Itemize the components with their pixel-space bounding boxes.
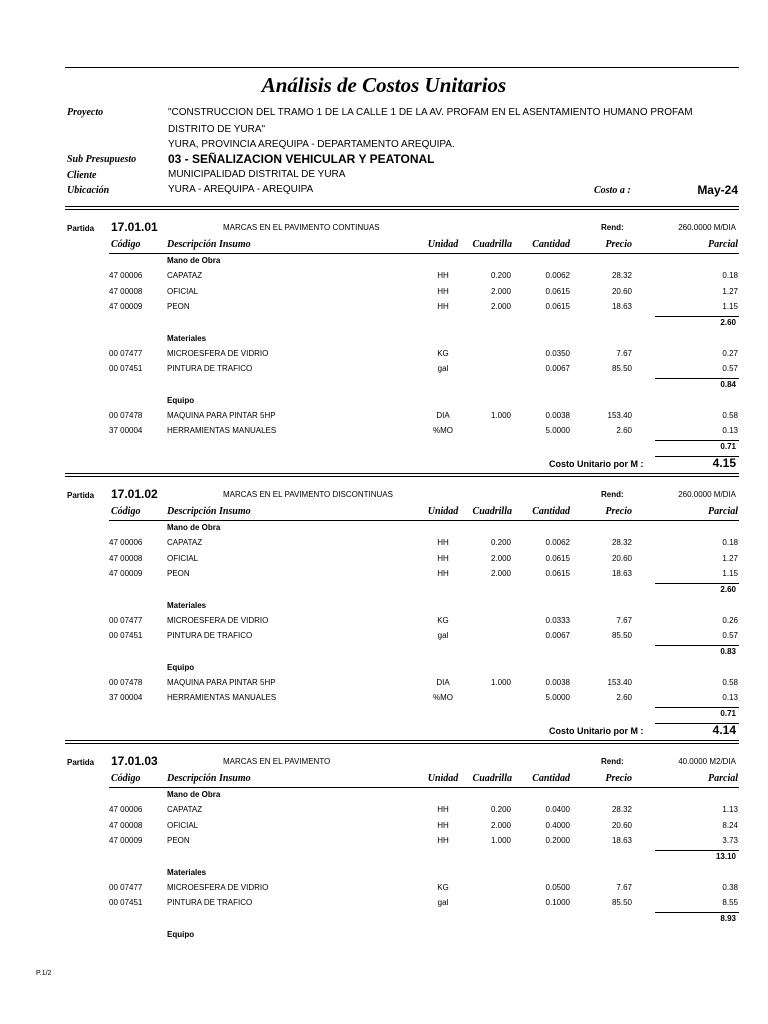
proyecto-line-2: DISTRITO DE YURA"	[168, 124, 266, 135]
row-parcial: 0.13	[722, 426, 738, 435]
group-title: Materiales	[167, 600, 207, 610]
group-subtotal: 2.60	[720, 317, 736, 327]
col-descripcion: Descripción Insumo	[167, 506, 251, 517]
row-unidad: HH	[437, 302, 449, 311]
col-cuadrilla: Cuadrilla	[472, 773, 512, 784]
row-parcial: 0.18	[722, 538, 738, 547]
group-subtotal: 0.71	[720, 708, 736, 718]
group-subtotal: 0.71	[720, 441, 736, 451]
row-unidad: %MO	[433, 426, 453, 435]
row-description: CAPATAZ	[167, 538, 203, 547]
col-parcial: Parcial	[708, 773, 738, 784]
row-precio: 20.60	[611, 553, 632, 563]
row-parcial: 1.13	[722, 805, 738, 814]
row-precio: 7.67	[616, 615, 632, 625]
col-precio: Precio	[605, 239, 632, 250]
rend-label: Rend:	[601, 490, 624, 499]
row-cantidad: 0.4000	[545, 820, 570, 830]
row-precio: 20.60	[611, 820, 632, 830]
costo-unitario-label: Costo Unitario por M :	[549, 725, 644, 736]
group-title: Equipo	[167, 662, 195, 672]
row-description: OFICIAL	[167, 820, 199, 830]
row-cuadrilla: 2.000	[490, 553, 511, 563]
row-code: 37 00004	[109, 426, 143, 435]
row-parcial: 1.27	[722, 553, 738, 563]
row-unidad: HH	[437, 271, 449, 280]
row-cantidad: 0.0038	[545, 410, 570, 420]
row-parcial: 0.58	[722, 410, 738, 420]
col-descripcion: Descripción Insumo	[167, 239, 251, 250]
row-cantidad: 0.0067	[545, 364, 570, 373]
row-code: 00 07477	[109, 348, 143, 358]
row-code: 00 07478	[109, 677, 143, 687]
row-cuadrilla: 0.200	[490, 805, 511, 814]
col-cantidad: Cantidad	[532, 506, 570, 517]
col-precio: Precio	[605, 773, 632, 784]
top-rule	[65, 67, 739, 68]
row-code: 47 00006	[109, 271, 143, 280]
row-unidad: HH	[437, 286, 449, 296]
row-unidad: gal	[437, 364, 449, 373]
row-parcial: 8.24	[722, 820, 738, 830]
page-number: P.1/2	[36, 970, 52, 977]
row-unidad: HH	[437, 538, 449, 547]
partida-rule-top	[65, 740, 739, 741]
row-precio: 18.63	[611, 569, 632, 578]
row-code: 47 00006	[109, 538, 143, 547]
group-subtotal: 2.60	[720, 584, 736, 594]
col-codigo: Código	[111, 239, 141, 250]
row-parcial: 0.38	[722, 882, 738, 892]
proyecto-label: Proyecto	[67, 107, 104, 118]
row-unidad: HH	[437, 569, 449, 578]
partida-code: 17.01.02	[111, 487, 158, 501]
row-parcial: 0.57	[722, 631, 738, 640]
row-unidad: gal	[437, 898, 449, 907]
row-cuadrilla: 1.000	[490, 410, 511, 420]
subtotal-rule	[655, 316, 739, 317]
row-parcial: 3.73	[722, 836, 738, 845]
row-precio: 85.50	[611, 631, 632, 640]
subtotal-rule	[655, 645, 739, 646]
row-description: HERRAMIENTAS MANUALES	[167, 426, 277, 435]
col-unidad: Unidad	[427, 239, 459, 250]
partida-code: 17.01.01	[111, 220, 158, 234]
row-parcial: 0.26	[722, 615, 738, 625]
row-parcial: 8.55	[722, 898, 738, 907]
row-cantidad: 0.0038	[545, 677, 570, 687]
partida-description: MARCAS EN EL PAVIMENTO CONTINUAS	[223, 223, 380, 232]
row-description: PEON	[167, 569, 190, 578]
cliente-value: MUNICIPALIDAD DISTRITAL DE YURA	[168, 169, 346, 180]
rend-value: 40.0000 M2/DIA	[678, 757, 736, 766]
row-cantidad: 0.0400	[545, 805, 570, 814]
ubicacion-label: Ubicación	[67, 185, 110, 196]
col-cuadrilla: Cuadrilla	[472, 239, 512, 250]
subtotal-rule	[655, 912, 739, 913]
row-cuadrilla: 2.000	[490, 302, 511, 311]
row-cantidad: 0.1000	[545, 898, 570, 907]
rend-label: Rend:	[601, 223, 624, 232]
col-cuadrilla: Cuadrilla	[472, 506, 512, 517]
costo-date-value: May-24	[697, 183, 738, 197]
col-parcial: Parcial	[708, 239, 738, 250]
row-parcial: 0.57	[722, 364, 738, 373]
subtotal-rule	[655, 707, 739, 708]
row-description: CAPATAZ	[167, 805, 203, 814]
row-description: MAQUINA PARA PINTAR 5HP	[167, 677, 276, 687]
row-description: PINTURA DE TRAFICO	[167, 364, 253, 373]
row-code: 00 07477	[109, 882, 143, 892]
row-cantidad: 0.0062	[545, 538, 570, 547]
group-subtotal: 0.83	[720, 646, 736, 656]
row-precio: 85.50	[611, 364, 632, 373]
row-parcial: 1.15	[722, 302, 738, 311]
row-description: PINTURA DE TRAFICO	[167, 898, 253, 907]
row-cuadrilla: 2.000	[490, 569, 511, 578]
row-cuadrilla: 1.000	[490, 677, 511, 687]
col-descripcion: Descripción Insumo	[167, 773, 251, 784]
row-code: 47 00008	[109, 286, 143, 296]
group-title: Mano de Obra	[167, 523, 221, 532]
row-code: 47 00009	[109, 302, 143, 311]
group-title: Mano de Obra	[167, 790, 221, 799]
row-code: 37 00004	[109, 693, 143, 702]
col-header-underline	[109, 787, 739, 788]
row-unidad: HH	[437, 553, 449, 563]
proyecto-line-1: "CONSTRUCCION DEL TRAMO 1 DE LA CALLE 1 DE LA AV. PROFAM EN EL ASENTAMIENTO HUMANO PROFAM	[168, 107, 693, 118]
col-codigo: Código	[111, 506, 141, 517]
row-cantidad: 5.0000	[545, 693, 570, 702]
row-cantidad: 0.0350	[545, 348, 570, 358]
partida-label: Partida	[67, 491, 95, 500]
row-description: CAPATAZ	[167, 271, 203, 280]
partida-description: MARCAS EN EL PAVIMENTO DISCONTINUAS	[223, 490, 393, 499]
row-code: 00 07477	[109, 615, 143, 625]
row-code: 47 00008	[109, 553, 143, 563]
row-description: PINTURA DE TRAFICO	[167, 631, 253, 640]
col-codigo: Código	[111, 773, 141, 784]
partida-label: Partida	[67, 758, 95, 767]
row-precio: 85.50	[611, 898, 632, 907]
row-code: 00 07478	[109, 410, 143, 420]
row-cuadrilla: 0.200	[490, 538, 511, 547]
row-precio: 20.60	[611, 286, 632, 296]
proyecto-line-3: YURA, PROVINCIA AREQUIPA - DEPARTAMENTO AREQUIPA.	[168, 139, 455, 150]
partida-rule-top-2	[65, 743, 739, 744]
row-cantidad: 0.0615	[545, 569, 570, 578]
row-cantidad: 0.0615	[545, 302, 570, 311]
col-parcial: Parcial	[708, 506, 738, 517]
group-title: Equipo	[167, 395, 195, 405]
row-unidad: KG	[437, 882, 449, 892]
col-header-underline	[109, 520, 739, 521]
row-code: 00 07451	[109, 364, 143, 373]
row-cantidad: 0.0067	[545, 631, 570, 640]
col-cantidad: Cantidad	[532, 239, 570, 250]
subtotal-rule	[655, 440, 739, 441]
row-description: MICROESFERA DE VIDRIO	[167, 615, 269, 625]
row-description: PEON	[167, 302, 190, 311]
group-subtotal: 13.10	[715, 851, 736, 861]
row-cuadrilla: 0.200	[490, 271, 511, 280]
subtotal-rule	[655, 378, 739, 379]
row-unidad: HH	[437, 820, 449, 830]
row-code: 47 00009	[109, 836, 143, 845]
row-parcial: 0.27	[722, 348, 738, 358]
row-parcial: 0.18	[722, 271, 738, 280]
row-precio: 18.63	[611, 836, 632, 845]
row-unidad: gal	[437, 631, 449, 640]
row-code: 47 00009	[109, 569, 143, 578]
rend-label: Rend:	[601, 757, 624, 766]
rend-value: 260.0000 M/DIA	[678, 223, 736, 232]
rend-value: 260.0000 M/DIA	[678, 490, 736, 499]
col-header-underline	[109, 253, 739, 254]
group-title: Equipo	[167, 929, 195, 939]
row-description: OFICIAL	[167, 553, 199, 563]
row-unidad: DIA	[436, 410, 450, 420]
row-description: OFICIAL	[167, 286, 199, 296]
row-cuadrilla: 2.000	[490, 286, 511, 296]
row-precio: 153.40	[607, 677, 632, 687]
ubicacion-value: YURA - AREQUIPA - AREQUIPA	[168, 184, 314, 195]
row-unidad: DIA	[436, 677, 450, 687]
row-cuadrilla: 2.000	[490, 820, 511, 830]
col-precio: Precio	[605, 506, 632, 517]
subtotal-rule	[655, 583, 739, 584]
row-precio: 28.32	[611, 538, 632, 547]
row-precio: 7.67	[616, 348, 632, 358]
subpresupuesto-label: Sub Presupuesto	[67, 154, 137, 165]
costo-unitario-label: Costo Unitario por M :	[549, 458, 644, 469]
row-precio: 28.32	[611, 271, 632, 280]
page-title: Análisis de Costos Unitarios	[261, 73, 507, 97]
row-cantidad: 0.0500	[545, 882, 570, 892]
col-unidad: Unidad	[427, 773, 459, 784]
partida-label: Partida	[67, 224, 95, 233]
row-precio: 2.60	[616, 693, 632, 702]
partida-rule-top-2	[65, 476, 739, 477]
partida-rule-top-2	[65, 209, 739, 210]
partida-code: 17.01.03	[111, 754, 158, 768]
subpresupuesto-value: 03 - SEÑALIZACION VEHICULAR Y PEATONAL	[168, 152, 435, 166]
row-cuadrilla: 1.000	[490, 836, 511, 845]
group-title: Mano de Obra	[167, 256, 221, 265]
row-code: 00 07451	[109, 631, 143, 640]
row-cantidad: 5.0000	[545, 426, 570, 435]
row-description: MAQUINA PARA PINTAR 5HP	[167, 410, 276, 420]
row-cantidad: 0.0333	[545, 615, 570, 625]
row-description: MICROESFERA DE VIDRIO	[167, 348, 269, 358]
col-cantidad: Cantidad	[532, 773, 570, 784]
row-cantidad: 0.2000	[545, 836, 570, 845]
row-parcial: 1.27	[722, 286, 738, 296]
row-parcial: 0.58	[722, 677, 738, 687]
row-unidad: HH	[437, 805, 449, 814]
cliente-label: Cliente	[67, 170, 97, 181]
row-description: HERRAMIENTAS MANUALES	[167, 693, 277, 702]
group-subtotal: 8.93	[720, 913, 736, 923]
costo-date-label: Costo a :	[594, 185, 631, 196]
partida-description: MARCAS EN EL PAVIMENTO	[223, 757, 331, 766]
subtotal-rule	[655, 850, 739, 851]
row-unidad: %MO	[433, 693, 453, 702]
row-code: 00 07451	[109, 898, 143, 907]
row-description: MICROESFERA DE VIDRIO	[167, 882, 269, 892]
row-precio: 153.40	[607, 410, 632, 420]
partida-rule-top	[65, 206, 739, 207]
group-title: Materiales	[167, 333, 207, 343]
row-precio: 2.60	[616, 426, 632, 435]
row-unidad: HH	[437, 836, 449, 845]
row-precio: 18.63	[611, 302, 632, 311]
costo-unitario-value: 4.14	[712, 722, 736, 737]
row-parcial: 1.15	[722, 569, 738, 578]
row-unidad: KG	[437, 348, 449, 358]
partida-rule-top	[65, 473, 739, 474]
row-unidad: KG	[437, 615, 449, 625]
row-description: PEON	[167, 836, 190, 845]
row-parcial: 0.13	[722, 693, 738, 702]
row-cantidad: 0.0062	[545, 271, 570, 280]
row-precio: 7.67	[616, 882, 632, 892]
row-code: 47 00006	[109, 805, 143, 814]
group-subtotal: 0.84	[720, 379, 736, 389]
costo-unitario-value: 4.15	[712, 455, 736, 470]
row-cantidad: 0.0615	[545, 286, 570, 296]
group-title: Materiales	[167, 867, 207, 877]
col-unidad: Unidad	[427, 506, 459, 517]
row-cantidad: 0.0615	[545, 553, 570, 563]
row-code: 47 00008	[109, 820, 143, 830]
row-precio: 28.32	[611, 805, 632, 814]
